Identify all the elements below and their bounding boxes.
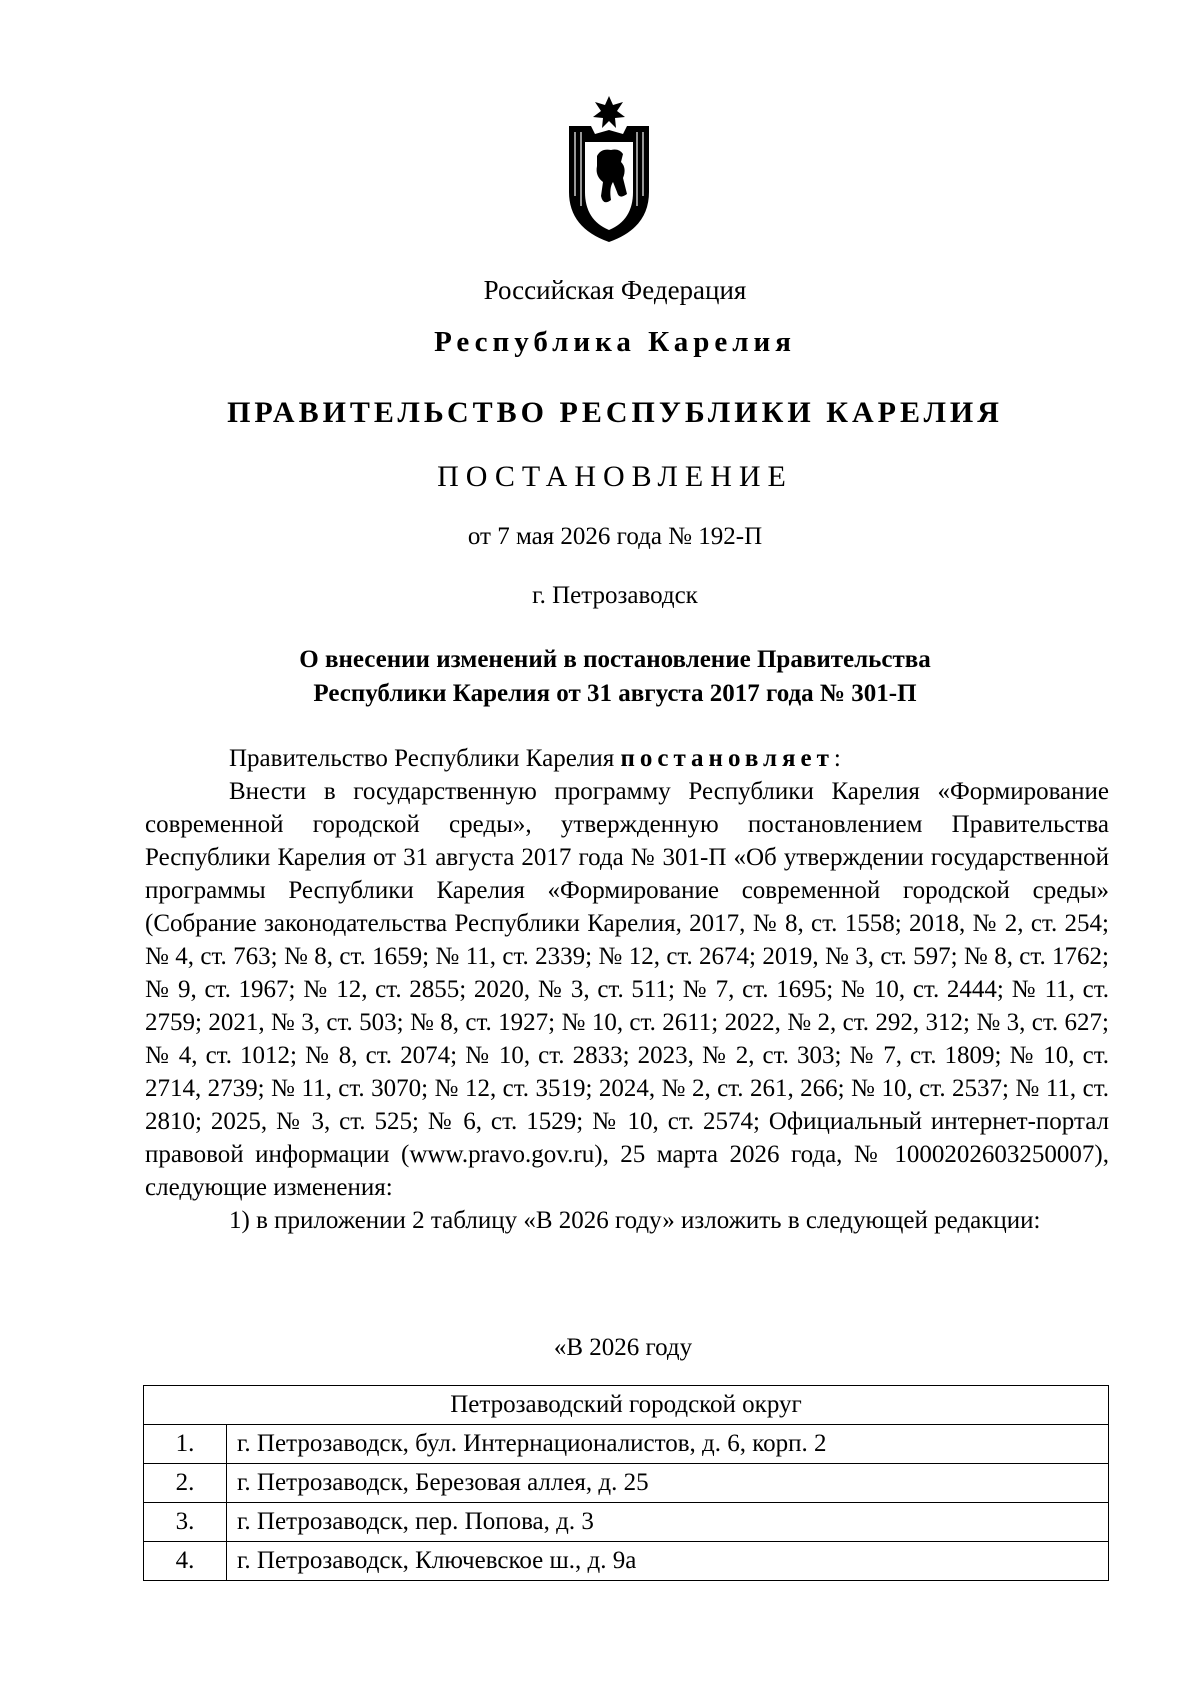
- document-body: [145, 742, 1109, 1237]
- row-address: г. Петрозаводск, Березовая аллея, д. 25: [227, 1464, 1109, 1503]
- karelia-coat-of-arms-icon: [561, 96, 657, 242]
- document-type: ПОСТАНОВЛЕНИЕ: [437, 460, 793, 493]
- republic-name: Республика Карелия: [434, 326, 796, 358]
- title-line-2: Республики Карелия от 31 августа 2017 года № 301-П: [313, 680, 917, 707]
- country-name: Российская Федерация: [483, 275, 747, 305]
- intro-text: Правительство Республики Карелия: [229, 745, 621, 772]
- date-and-number: от 7 мая 2026 года № 192-П: [467, 523, 763, 550]
- intro-line: [145, 742, 1109, 775]
- table-row: [144, 1425, 1109, 1464]
- document-title: [0, 643, 1200, 711]
- city: г. Петрозаводск: [532, 582, 698, 609]
- table-row: [144, 1542, 1109, 1581]
- table-row: [144, 1503, 1109, 1542]
- row-address: г. Петрозаводск, пер. Попова, д. 3: [227, 1503, 1109, 1542]
- government-heading: ПРАВИТЕЛЬСТВО РЕСПУБЛИКИ КАРЕЛИЯ: [227, 396, 1003, 429]
- address-table: [143, 1385, 1109, 1581]
- main-paragraph: Внести в государственную программу Республики Карелия «Формирование современной городской среды», утвержденную постановлением Правительства Республики Карелия от 31 августа 2017 года № 301-П «Об утверждении государственной программы Республики Карелия «Формирование современной городской среды» (Собрание законодательства Республики Карелия, 2017, № 8, ст. 1558; 2018, № 2, ст. 254; № 4, ст. 763; № 8, ст. 1659; № 11, ст. 2339; № 12, ст. 2674; 2019, № 3, ст. 597; № 8, ст. 1762; № 9, ст. 1967; № 12, ст. 2855; 2020, № 3, ст. 511; № 7, ст. 1695; № 10, ст. 2444; № 11, ст. 2759; 2021, № 3, ст. 503; № 8, ст. 1927; № 10, ст. 2611; 2022, № 2, ст. 292, 312; № 3, ст. 627; № 4, ст. 1012; № 8, ст. 2074; № 10, ст. 2833; 2023, № 2, ст. 303; № 7, ст. 1809; № 10, ст. 2714, 2739; № 11, ст. 3070; № 12, ст. 3519; 2024, № 2, ст. 261, 266; № 10, ст. 2537; № 11, ст. 2810; 2025, № 3, ст. 525; № 6, ст. 1529; № 10, ст. 2574; Официальный интернет-портал правовой информации (www.pravo.gov.ru), 25 марта 2026 года, № 1000202603250007), следующие изменения:: [145, 778, 1109, 1201]
- item-1: 1) в приложении 2 таблицу «В 2026 году» изложить в следующей редакции:: [229, 1207, 1041, 1234]
- row-number: 3.: [144, 1503, 227, 1542]
- table-row: [144, 1464, 1109, 1503]
- row-address: г. Петрозаводск, Ключевское ш., д. 9а: [227, 1542, 1109, 1581]
- row-address: г. Петрозаводск, бул. Интернационалистов, д. 6, корп. 2: [227, 1425, 1109, 1464]
- table-header: Петрозаводский городской округ: [144, 1386, 1109, 1425]
- table-header-row: [144, 1386, 1109, 1425]
- row-number: 2.: [144, 1464, 227, 1503]
- title-line-1: О внесении изменений в постановление Правительства: [299, 646, 931, 673]
- row-number: 4.: [144, 1542, 227, 1581]
- table-title: «В 2026 году: [553, 1334, 693, 1361]
- intro-decrees: постановляет: [620, 745, 834, 772]
- intro-colon: :: [833, 745, 841, 772]
- row-number: 1.: [144, 1425, 227, 1464]
